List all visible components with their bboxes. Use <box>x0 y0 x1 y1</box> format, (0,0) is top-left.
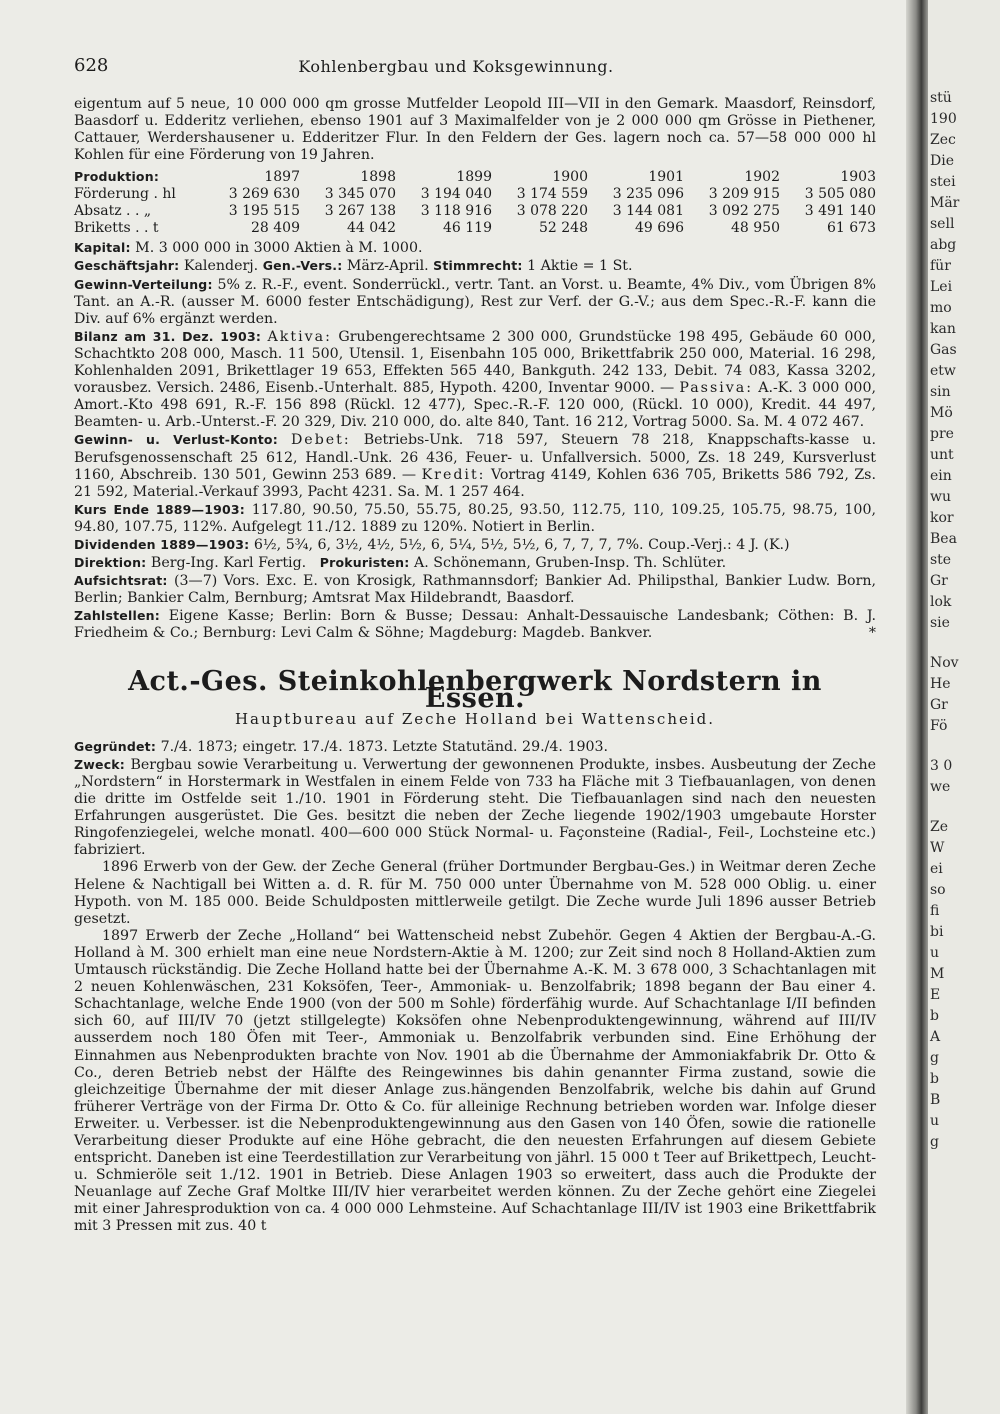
production-row-label: Absatz . . „ <box>74 203 152 220</box>
adjacent-page-fragment: A <box>930 1029 941 1045</box>
adjacent-page-fragment: Die <box>930 153 954 169</box>
adjacent-page-fragment: so <box>930 882 946 898</box>
production-cell: 3 195 515 <box>228 203 300 220</box>
gegruendet-label: Gegründet: <box>74 738 157 754</box>
production-cell: 3 092 275 <box>708 203 780 220</box>
adjacent-page-fragment: we <box>930 779 951 795</box>
production-cell: 3 194 040 <box>420 186 492 203</box>
adjacent-page-fragment: Nov <box>930 655 959 671</box>
gewinn-verteilung-entry <box>74 276 876 328</box>
adjacent-page-fragment: stei <box>930 174 956 190</box>
production-table <box>74 168 876 237</box>
adjacent-page-fragment: b <box>930 1008 939 1024</box>
adjacent-page-fragment: mo <box>930 300 952 316</box>
adjacent-page-fragment: M <box>930 966 945 982</box>
adjacent-page-edge <box>928 0 1000 1414</box>
adjacent-page-fragment: wu <box>930 489 951 505</box>
production-cell: 3 174 559 <box>516 186 588 203</box>
dividenden-text: 6½, 5¾, 6, 3½, 4½, 5½, 6, 5¼, 5½, 5½, 6, 7, 7, 7, 7%. Coup.-Verj.: 4 J. (K.) <box>253 536 790 553</box>
adjacent-page-fragment: kan <box>930 321 956 337</box>
adjacent-page-fragment: ste <box>930 552 952 568</box>
adjacent-page-fragment: stü <box>930 90 952 106</box>
gewinn-verteilung-text: 5% z. R.-F., event. Sonderrückl., vertr. Tant. an Vorst. u. Beamte, 4% Div., vom Übrigen 8% Tant. an A.-R. (ausser M. 6000 fester Entschädigung), Rest zur Verf. der G.-V.; aus dem Spec.-R.-F. kann die Div. auf 6% ergänzt werden. <box>74 276 876 327</box>
production-cell: 46 119 <box>443 220 492 237</box>
adjacent-page-fragment: He <box>930 676 951 692</box>
production-cell: 44 042 <box>347 220 396 237</box>
genvers-label: Gen.-Vers.: <box>262 258 343 274</box>
kurse-text: 117.80, 90.50, 75.50, 55.75, 80.25, 93.50, 112.75, 110, 109.25, 105.75, 98.75, 100, 94.80, 107.75, 112%. Aufgelegt 11./12. 1889 zu 120%. Notiert in Berlin. <box>74 501 876 535</box>
adjacent-page-fragment: 3 0 <box>930 758 953 774</box>
adjacent-page-fragment: ei <box>930 861 943 877</box>
adjacent-page-fragment: E <box>930 987 941 1003</box>
production-cell: 3 345 070 <box>324 186 396 203</box>
dividenden-label: Dividenden 1889—1903: <box>74 536 250 552</box>
production-row <box>74 203 876 220</box>
adjacent-page-fragment: Ze <box>930 819 949 835</box>
production-cell: 3 491 140 <box>804 203 876 220</box>
direktion-label: Direktion: <box>74 555 147 571</box>
adjacent-page-fragment: etw <box>930 363 956 379</box>
direktion-text: Berg-Ing. Karl Fertig. <box>150 555 307 572</box>
prokuristen-label: Prokuristen: <box>319 555 410 571</box>
guv-entry <box>74 431 876 500</box>
production-cell: 3 144 081 <box>612 203 684 220</box>
gewinn-verteilung-label: Gewinn-Verteilung: <box>74 276 213 292</box>
production-row <box>74 186 876 203</box>
geschaeftsjahr-entry <box>74 257 876 275</box>
adjacent-page-fragment: Zec <box>930 132 956 148</box>
end-mark: * <box>868 625 876 642</box>
kapital-entry <box>74 239 876 257</box>
adjacent-page-fragment: u <box>930 945 940 961</box>
bilanz-label: Bilanz am 31. Dez. 1903: <box>74 328 262 344</box>
production-cell: 49 696 <box>635 220 684 237</box>
adjacent-page-fragment: Gas <box>930 342 957 358</box>
adjacent-page-fragment: W <box>930 840 945 856</box>
prokuristen-text: A. Schönemann, Gruben-Insp. Th. Schlüter. <box>414 555 727 572</box>
zahlstellen-label: Zahlstellen: <box>74 608 160 624</box>
adjacent-page-fragment: sie <box>930 615 950 631</box>
adjacent-page-fragment: Gr <box>930 573 948 589</box>
company-title: Act.-Ges. Steinkohlenbergwerk Nordstern in Essen. <box>128 665 822 714</box>
stimmrecht-label: Stimmrecht: <box>433 258 523 274</box>
company-subtitle: Hauptbureau auf Zeche Holland bei Wattenscheid. <box>234 709 716 728</box>
adjacent-page-fragment: bi <box>930 924 944 940</box>
kapital-label: Kapital: <box>74 240 131 256</box>
bilanz-aktiva-label: Aktiva: <box>267 328 332 345</box>
production-cell: 3 078 220 <box>516 203 588 220</box>
adjacent-page-fragment: sin <box>930 384 951 400</box>
adjacent-page-fragment: für <box>930 258 951 274</box>
production-cell: 48 950 <box>731 220 780 237</box>
page-number: 628 <box>74 55 109 76</box>
aufsichtsrat-label: Aufsichtsrat: <box>74 573 168 589</box>
guv-debet-label: Debet: <box>290 432 351 449</box>
bilanz-passiva-text: A.-K. 3 000 000, Amort.-Kto 498 691, R.-F. 156 898 (Rückl. 12 477), Spec.-R.-F. 120 000, (Rückl. 10 000), Kredit. 44 497, Beamten- u. Arb.-Unterst.-F. 20 329, Div. 210 000, do. alte 840, Tant. 16 212, Vortrag 5000. Sa. M. 4 072 467. <box>74 380 876 431</box>
production-cell: 3 118 916 <box>420 203 492 220</box>
production-row-label: Briketts . . t <box>74 220 159 237</box>
zweck-entry <box>74 756 876 860</box>
bilanz-entry <box>74 328 876 432</box>
kurse-label: Kurs Ende 1889—1903: <box>74 501 246 517</box>
adjacent-page-fragment: Gr <box>930 697 948 713</box>
zahlstellen-text: Eigene Kasse; Berlin: Born & Busse; Dessau: Anhalt-Dessauische Landesbank; Cöthen: B. J. Friedheim & Co.; Bernburg: Levi Calm & Söhne; Magdeburg: Magdeb. Bankver. <box>74 608 877 642</box>
bilanz-passiva-label: Passiva: <box>679 380 754 397</box>
adjacent-page-fragment: pre <box>930 426 954 442</box>
adjacent-page-fragment: u <box>930 1113 940 1129</box>
production-cell: 3 235 096 <box>612 186 684 203</box>
guv-kredit-label: Kredit: <box>421 466 486 483</box>
production-row-label: Förderung . hl <box>74 186 176 203</box>
page-body <box>74 96 876 1236</box>
bilanz-aktiva-text: Grubengerechtsame 2 300 000, Grundstücke 198 495, Gebäude 60 000, Schachtkto 208 000, Masch. 11 500, Utensil. 1, Eisenbahn 105 000, Brikettfabrik 250 000, Material. 16 298, Kohlenhalden 2091, Brikettlager 19 653, Effekten 565 440, Bankguth. 242 133, Debit. 74 083, Kassa 3202, vorausbez. Versich. 2486, Eisenb.-Unterhalt. 885, Hypoth. 4200, Inventar 9000. — <box>74 328 876 397</box>
adjacent-page-fragment: unt <box>930 447 954 463</box>
adjacent-page-fragment: Bea <box>930 531 957 547</box>
genvers-text: März-April. <box>346 258 429 275</box>
running-title: Kohlenbergbau und Koksgewinnung. <box>298 57 614 76</box>
production-year: 1901 <box>648 168 684 185</box>
adjacent-page-fragment: abg <box>930 237 957 253</box>
zweck-label: Zweck: <box>74 756 126 772</box>
production-cell: 3 269 630 <box>228 186 300 203</box>
production-header-row <box>74 168 876 186</box>
paragraph-1897: 1897 Erwerb der Zeche „Holland“ bei Wattenscheid nebst Zubehör. Gegen 4 Aktien der Bergbau-A.-G. Holland à M. 300 erhielt man eine neue Nordstern-Aktie à M. 1200; zur Zeit sind noch 8 Holland-Aktien zum Umtausch rückständig. Die Zeche Holland hatte bei der Übernahme A.-K. M. 3 678 000, 3 Schachtanlagen mit 2 neuen Kohlenwäschen, 231 Koksöfen, Teer-, Ammoniak- u. Benzolfabrik; 1898 begann der Bau einer 4. Schachtanlage, welche Ende 1900 (von der 500 m Sohle) förderfähig wurde. Auf Schachtanlage I/II befinden sich 60, auf III/IV 70 (jetzt stillgelegte) Koksöfen ohne Nebenproduktengewinnung, während auf III/IV ausserdem noch 180 Öfen mit Teer-, Ammoniak u. Benzolfabrik verbunden sind. Eine Erhöhung der Einnahmen aus Nebenprodukten brachte von Nov. 1901 ab die Übernahme der Ammoniakfabrik Dr. Otto & Co., deren Betrieb nebst der Hälfte des Reingewinnes bis dahin genannter Firma zustand, sowie die gleichzeitige Übernahme der mit dieser Anlage zus.hängenden Benzolfabrik, welche bis dahin auf Grund früherer Verträge von der Firma Dr. Otto & Co. für alleinige Rechnung betrieben worden war. Infolge dieser Erweiter. u. Verbesser. ist die Nebenproduktengewinnung aus den Gasen von 140 Öfen, sowie die rationelle Verarbeitung dieser Produkte auf eine Höhe gebracht, die den neuesten Erfahrungen auf diesem Gebiete entspricht. Daneben ist eine Teerdestillation zur Verarbeitung von jährl. 15 000 t Teer auf Brikettpech, Leucht- u. Schmieröle seit 1./12. 1901 in Betrieb. Diese Anlagen 1903 so erweitert, dass auch die Produkte der Neuanlage auf Zeche Graf Moltke III/IV hier verarbeitet werden können. Zu der Zeche gehört eine Ziegelei mit einer Jahresproduktion von ca. 4 000 000 Lehmsteine. Auf Schachtanlage III/IV ist 1903 eine Brikettfabrik mit 3 Pressen mit zus. 40 t <box>74 927 876 1235</box>
stimmrecht-text: 1 Aktie = 1 St. <box>527 258 633 275</box>
paragraph-1896: 1896 Erwerb von der Gew. der Zeche General (früher Dortmunder Bergbau-Ges.) in Weitmar deren Zeche Helene & Nachtigall bei Witten a. d. R. für M. 750 000 unter Übernahme von M. 528 000 Oblig. u. einer Hypoth. von M. 185 000. Beide Schuldposten mittlerweile getilgt. Die Zeche wurde Juli 1896 ausser Betrieb gesetzt. <box>74 859 876 927</box>
adjacent-page-fragment: fi <box>930 903 940 919</box>
dividenden-entry <box>74 536 876 554</box>
kurse-entry <box>74 501 876 536</box>
guv-kredit-text: Vortrag 4149, Kohlen 636 705, Briketts 586 792, Zs. 21 592, Material.-Verkauf 3993, Pacht 4231. Sa. M. 1 257 464. <box>74 466 876 500</box>
production-cell: 28 409 <box>251 220 300 237</box>
adjacent-page-fragment: b <box>930 1071 939 1087</box>
book-gutter <box>906 0 928 1414</box>
adjacent-page-fragment: Lei <box>930 279 953 295</box>
production-cell: 3 209 915 <box>708 186 780 203</box>
adjacent-page-fragment: 190 <box>930 111 957 127</box>
adjacent-page-fragment: Mö <box>930 405 953 421</box>
adjacent-page-fragment: Mär <box>930 195 960 211</box>
aufsichtsrat-entry <box>74 572 876 607</box>
production-year: 1897 <box>264 168 300 185</box>
production-label: Produktion: <box>74 169 160 185</box>
production-cell: 3 505 080 <box>804 186 876 203</box>
gegruendet-text: 7./4. 1873; eingetr. 17./4. 1873. Letzte Statutänd. 29./4. 1903. <box>160 738 609 755</box>
production-cell: 52 248 <box>539 220 588 237</box>
guv-debet-text: Betriebs-Unk. 718 597, Steuern 78 218, Knappschafts-kasse u. Berufsgenossenschaft 25 612, Handl.-Unk. 26 436, Feuer- u. Unfallversich. 5000, Zs. 18 249, Kursverlust 1160, Abschreib. 130 501, Gewinn 253 689. — <box>74 432 877 483</box>
production-year: 1903 <box>840 168 876 185</box>
guv-label: Gewinn- u. Verlust-Konto: <box>74 432 278 448</box>
adjacent-page-fragment: g <box>930 1134 939 1150</box>
adjacent-page-fragment: sell <box>930 216 955 232</box>
adjacent-page-fragment: B <box>930 1092 941 1108</box>
adjacent-page-fragment: lok <box>930 594 952 610</box>
gegruendet-entry <box>74 738 876 756</box>
production-year: 1902 <box>744 168 780 185</box>
adjacent-page-fragment: ein <box>930 468 952 484</box>
direktion-entry <box>74 554 876 572</box>
production-year: 1899 <box>456 168 492 185</box>
production-year: 1900 <box>552 168 588 185</box>
adjacent-page-fragment: g <box>930 1050 939 1066</box>
production-cell: 61 673 <box>827 220 876 237</box>
production-cell: 3 267 138 <box>324 203 396 220</box>
kapital-text: M. 3 000 000 in 3000 Aktien à M. 1000. <box>135 240 423 257</box>
aufsichtsrat-text: (3—7) Vors. Exc. E. von Krosigk, Rathmannsdorf; Bankier Ad. Philipsthal, Bankier Ludw. Born, Berlin; Bankier Calm, Bernburg; Amtsrat Max Hildebrandt, Baasdorf. <box>74 573 876 607</box>
intro-paragraph: eigentum auf 5 neue, 10 000 000 qm grosse Mutfelder Leopold III—VII in den Gemark. Maasdorf, Reinsdorf, Baasdorf u. Edderitz verliehen, ebenso 1901 auf 3 Maximalfelder von je 2 000 000 qm Grösse in Piethener, Cattauer, Werdershausener u. Edderitzer Flur. In den Feldern der Ges. lagern noch ca. 57—58 000 000 hl Kohlen für eine Förderung von 19 Jahren. <box>74 96 876 164</box>
zweck-text: Bergbau sowie Verarbeitung u. Verwertung der gewonnenen Produkte, insbes. Ausbeutung der Zeche „Nordstern“ in Horstermark in Westfalen in einem Felde von 733 ha Fläche mit 3 Tiefbauanlagen, von denen die dritte im Ostfelde seit 1./10. 1901 in Förderung steht. Die Tiefbauanlagen sind nach den neuesten Erfahrungen ausgerüstet. Die Ges. besitzt die neben der Zeche liegende 1902/1903 umgebaute Horster Ringofenziegelei, welche monatl. 400—600 000 Stück Normal- u. Façonsteine (Radial-, Feil-, Lochsteine etc.) fabriziert. <box>74 756 876 859</box>
adjacent-page-fragment: kor <box>930 510 954 526</box>
geschaeftsjahr-label: Geschäftsjahr: <box>74 258 180 274</box>
zahlstellen-entry <box>74 607 876 642</box>
adjacent-page-fragment: Fö <box>930 718 948 734</box>
geschaeftsjahr-text: Kalenderj. <box>183 258 259 275</box>
production-year: 1898 <box>360 168 396 185</box>
production-row <box>74 220 876 237</box>
